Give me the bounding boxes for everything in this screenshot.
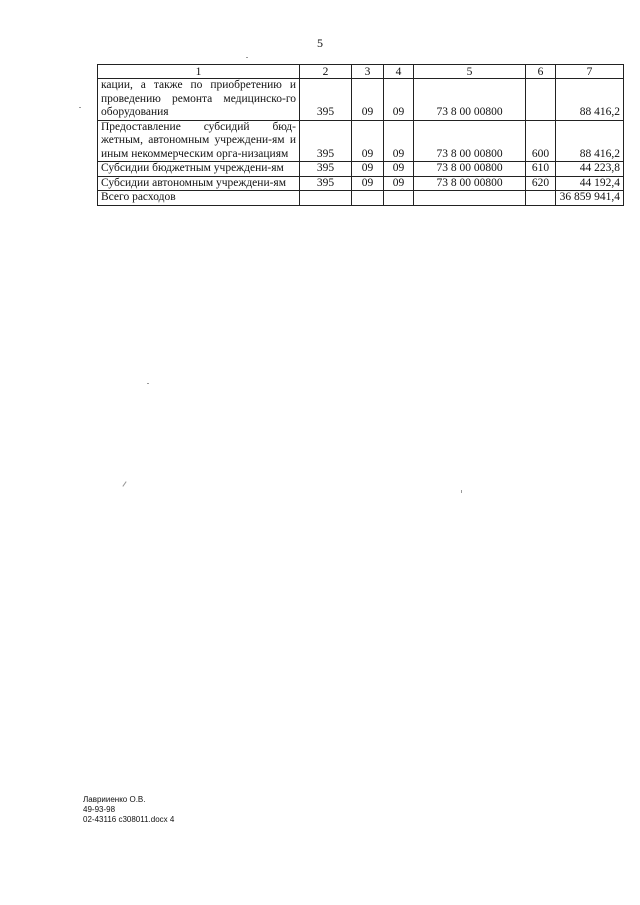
budget-table [97,64,624,206]
row-c2: 395 [300,79,352,121]
row-c5: 73 8 00 00800 [414,79,526,121]
scan-speck [246,57,248,58]
row-c2: 395 [300,162,352,177]
header-cell: 4 [384,65,414,79]
header-cell: 5 [414,65,526,79]
row-c2: 395 [300,176,352,191]
total-label: Всего расходов [98,191,300,206]
row-c3: 09 [352,162,384,177]
row-c7: 88 416,2 [556,120,624,162]
scan-speck [461,490,462,493]
row-c4: 09 [384,120,414,162]
footer-phone: 49-93-98 [83,805,116,814]
footer-file: 02-43116 c308011.docx 4 [83,815,175,824]
scan-speck [79,107,81,108]
page-number: 5 [317,36,323,50]
row-c5: 73 8 00 00800 [414,120,526,162]
header-cell: 2 [300,65,352,79]
row-c4: 09 [384,176,414,191]
table-row [98,162,624,177]
row-c4: 09 [384,162,414,177]
header-row [98,65,624,79]
footer-author: Лаврииенко О.В. [83,795,146,804]
header-cell: 1 [98,65,300,79]
row-name: Субсидии автономным учреждени-ям [98,176,300,191]
row-c7: 88 416,2 [556,79,624,121]
table-row [98,176,624,191]
row-c7: 44 192,4 [556,176,624,191]
header-cell: 3 [352,65,384,79]
row-c6: 620 [526,176,556,191]
row-c7: 44 223,8 [556,162,624,177]
scan-speck [147,383,149,384]
row-c3: 09 [352,120,384,162]
row-c3: 09 [352,79,384,121]
table-row [98,120,624,162]
row-name: Субсидии бюджетным учреждени-ям [98,162,300,177]
total-value: 36 859 941,4 [556,191,624,206]
row-c5: 73 8 00 00800 [414,176,526,191]
row-c5: 73 8 00 00800 [414,162,526,177]
table-row [98,79,624,121]
row-name: кации, а также по приобретению и проведению ремонта медицинско-го оборудования [98,79,300,121]
row-c6: 600 [526,120,556,162]
document-footer [83,795,174,825]
row-c6: 610 [526,162,556,177]
row-c6 [526,79,556,121]
row-c2: 395 [300,120,352,162]
total-row [98,191,624,206]
row-c3: 09 [352,176,384,191]
scan-speck [122,481,126,486]
header-cell: 6 [526,65,556,79]
row-name: Предоставление субсидий бюд-жетным, автономным учреждени-ям и иным некоммерческим орга-низациям [98,120,300,162]
row-c4: 09 [384,79,414,121]
header-cell: 7 [556,65,624,79]
